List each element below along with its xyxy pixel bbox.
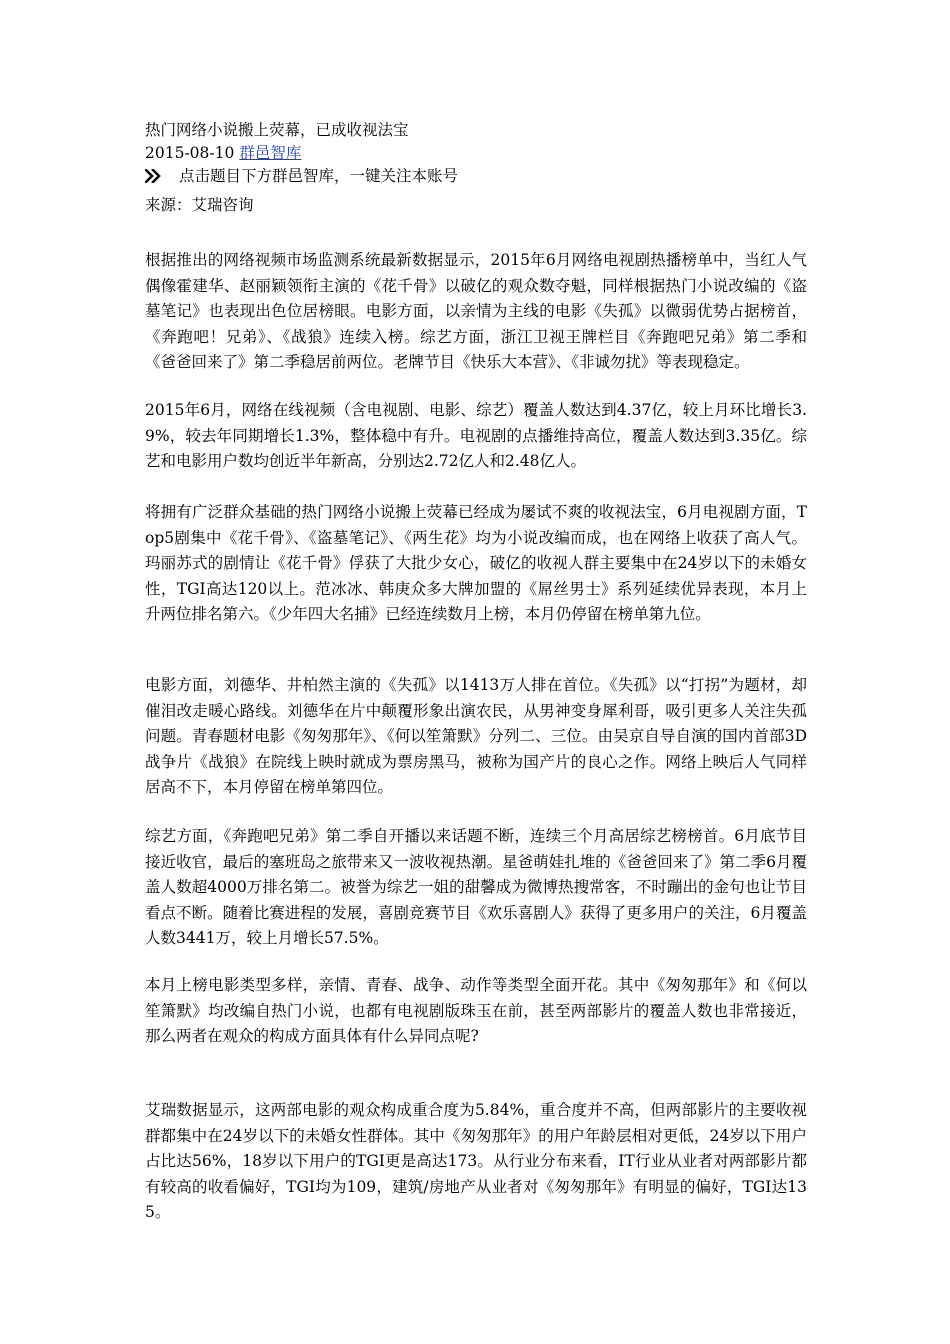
article-meta bbox=[145, 142, 807, 164]
paragraph: 根据推出的网络视频市场监测系统最新数据显示，2015年6月网络电视剧热播榜单中，当红人气偶像霍建华、赵丽颖领衔主演的《花千骨》以破亿的观众数夺魁，同样根据热门小说改编的《盗墓笔记》也表现出色位居榜眼。电影方面，以亲情为主线的电影《失孤》以微弱优势占据榜首，《奔跑吧！兄弟》、《战狼》连续入榜。综艺方面，浙江卫视王牌栏目《奔跑吧兄弟》第二季和《爸爸回来了》第二季稳居前两位。老牌节目《快乐大本营》、《非诚勿扰》等表现稳定。 bbox=[145, 251, 807, 372]
follow-hint-row bbox=[145, 164, 807, 188]
author-link[interactable]: 群邑智库 bbox=[239, 144, 302, 162]
article-source: 来源：艾瑞咨询 bbox=[145, 196, 254, 214]
paragraph: 电影方面，刘德华、井柏然主演的《失孤》以1413万人排在首位。《失孤》以“打拐”为题材，却催泪改走暖心路线。刘德华在片中颠覆形象出演农民，从男神变身犀利哥，吸引更多人关注失孤问题。青春题材电影《匆匆那年》、《何以笙箫默》分列二、三位。由吴京自导自演的国内首部3D战争片《战狼》在院线上映时就成为票房黑马，被称为国产片的良心之作。网络上映后人气同样居高不下，本月停留在榜单第四位。 bbox=[145, 676, 807, 797]
paragraph: 将拥有广泛群众基础的热门网络小说搬上荧幕已经成为屡试不爽的收视法宝，6月电视剧方面，Top5剧集中《花千骨》、《盗墓笔记》、《两生花》均为小说改编而成，也在网络上收获了高人气。玛丽苏式的剧情让《花千骨》俘获了大批少女心，破亿的收视人群主要集中在24岁以下的未婚女性，TGI高达120以上。范冰冰、韩庚众多大牌加盟的《屌丝男士》系列延续优异表现，本月上升两位排名第六。《少年四大名捕》已经连续数月上榜，本月仍停留在榜单第九位。 bbox=[145, 503, 807, 624]
follow-hint-text: 点击题目下方群邑智库，一键关注本账号 bbox=[179, 167, 459, 185]
publish-date: 2015-08-10 bbox=[145, 144, 235, 162]
double-chevron-right-icon bbox=[145, 169, 179, 183]
paragraph: 本月上榜电影类型多样，亲情、青春、战争、动作等类型全面开花。其中《匆匆那年》和《何以笙箫默》均改编自热门小说，也都有电视剧版珠玉在前，甚至两部影片的覆盖人数也非常接近，那么两者在观众的构成方面具体有什么异同点呢? bbox=[145, 976, 807, 1046]
article bbox=[145, 118, 807, 1222]
paragraph: 综艺方面，《奔跑吧兄弟》第二季自开播以来话题不断，连续三个月高居综艺榜榜首。6月底节目接近收官，最后的塞班岛之旅带来又一波收视热潮。星爸萌娃扎堆的《爸爸回来了》第二季6月覆盖人数超4000万排名第二。被誉为综艺一姐的甜馨成为微博热搜常客，不时蹦出的金句也让节目看点不断。随着比赛进程的发展，喜剧竞赛节目《欢乐喜剧人》获得了更多用户的关注，6月覆盖人数3441万，较上月增长57.5%。 bbox=[145, 827, 807, 948]
paragraph: 艾瑞数据显示，这两部电影的观众构成重合度为5.84%，重合度并不高，但两部影片的主要收视群都集中在24岁以下的未婚女性群体。其中《匆匆那年》的用户年龄层相对更低，24岁以下用户占比达56%，18岁以下用户的TGI更是高达173。从行业分布来看，IT行业从业者对两部影片都有较高的收看偏好，TGI均为109，建筑/房地产从业者对《匆匆那年》有明显的偏好，TGI达135。 bbox=[145, 1101, 807, 1222]
article-title: 热门网络小说搬上荧幕，已成收视法宝 bbox=[145, 121, 409, 139]
paragraph: 2015年6月，网络在线视频（含电视剧、电影、综艺）覆盖人数达到4.37亿，较上月环比增长3.9%，较去年同期增长1.3%，整体稳中有升。电视剧的点播维持高位，覆盖人数达到3.35亿。综艺和电影用户数均创近半年新高，分别达2.72亿人和2.48亿人。 bbox=[145, 401, 807, 471]
